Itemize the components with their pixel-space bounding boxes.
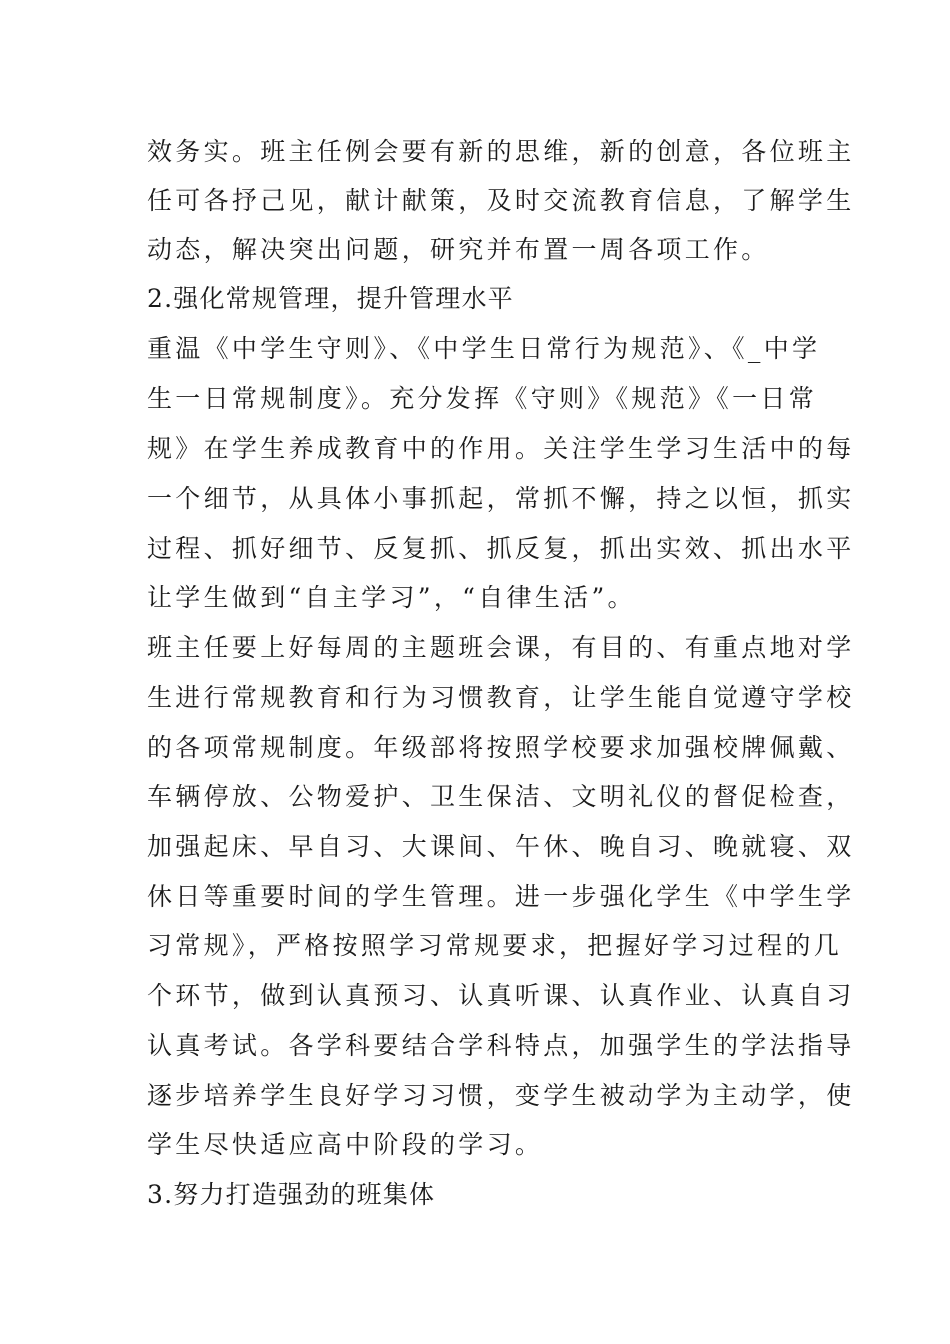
text-line: 重温《中学生守则》、《中学生日常行为规范》、《_中学: [147, 334, 821, 363]
text-line: 效务实。班主任例会要有新的思维，新的创意，各位班主: [147, 137, 855, 166]
section-heading: 2.强化常规管理，提升管理水平: [147, 284, 514, 313]
text-line: 的各项常规制度。年级部将按照学校要求加强校牌佩戴、: [147, 733, 855, 762]
text-line: 让学生做到“自主学习”，“自律生活”。: [147, 583, 636, 612]
text-line: 习常规》，严格按照学习常规要求，把握好学习过程的几: [147, 931, 843, 960]
text-line: 休日等重要时间的学生管理。进一步强化学生《中学生学: [147, 882, 855, 911]
text-line: 加强起床、早自习、大课间、午休、晚自习、晚就寝、双: [147, 832, 855, 861]
text-line: 逐步培养学生良好学习习惯，变学生被动学为主动学，使: [147, 1081, 855, 1110]
section-heading: 3.努力打造强劲的班集体: [147, 1180, 436, 1209]
text-line: 个环节，做到认真预习、认真听课、认真作业、认真自习: [147, 981, 855, 1010]
text-line: 任可各抒己见，献计献策，及时交流教育信息，了解学生: [147, 186, 855, 215]
text-line: 生一日常规制度》。充分发挥《守则》《规范》《一日常: [147, 384, 818, 413]
text-line: 过程、抓好细节、反复抓、抓反复，抓出实效、抓出水平: [147, 534, 855, 563]
text-line: 规》在学生养成教育中的作用。关注学生学习生活中的每: [147, 434, 855, 463]
text-line: 生进行常规教育和行为习惯教育，让学生能自觉遵守学校: [147, 683, 855, 712]
text-line: 动态，解决突出问题，研究并布置一周各项工作。: [147, 235, 770, 264]
text-line: 学生尽快适应高中阶段的学习。: [147, 1130, 544, 1159]
text-line: 车辆停放、公物爱护、卫生保洁、文明礼仪的督促检查，: [147, 782, 855, 811]
text-line: 一个细节，从具体小事抓起，常抓不懈，持之以恒，抓实: [147, 484, 855, 513]
text-line: 班主任要上好每周的主题班会课，有目的、有重点地对学: [147, 633, 855, 662]
text-line: 认真考试。各学科要结合学科特点，加强学生的学法指导: [147, 1031, 855, 1060]
